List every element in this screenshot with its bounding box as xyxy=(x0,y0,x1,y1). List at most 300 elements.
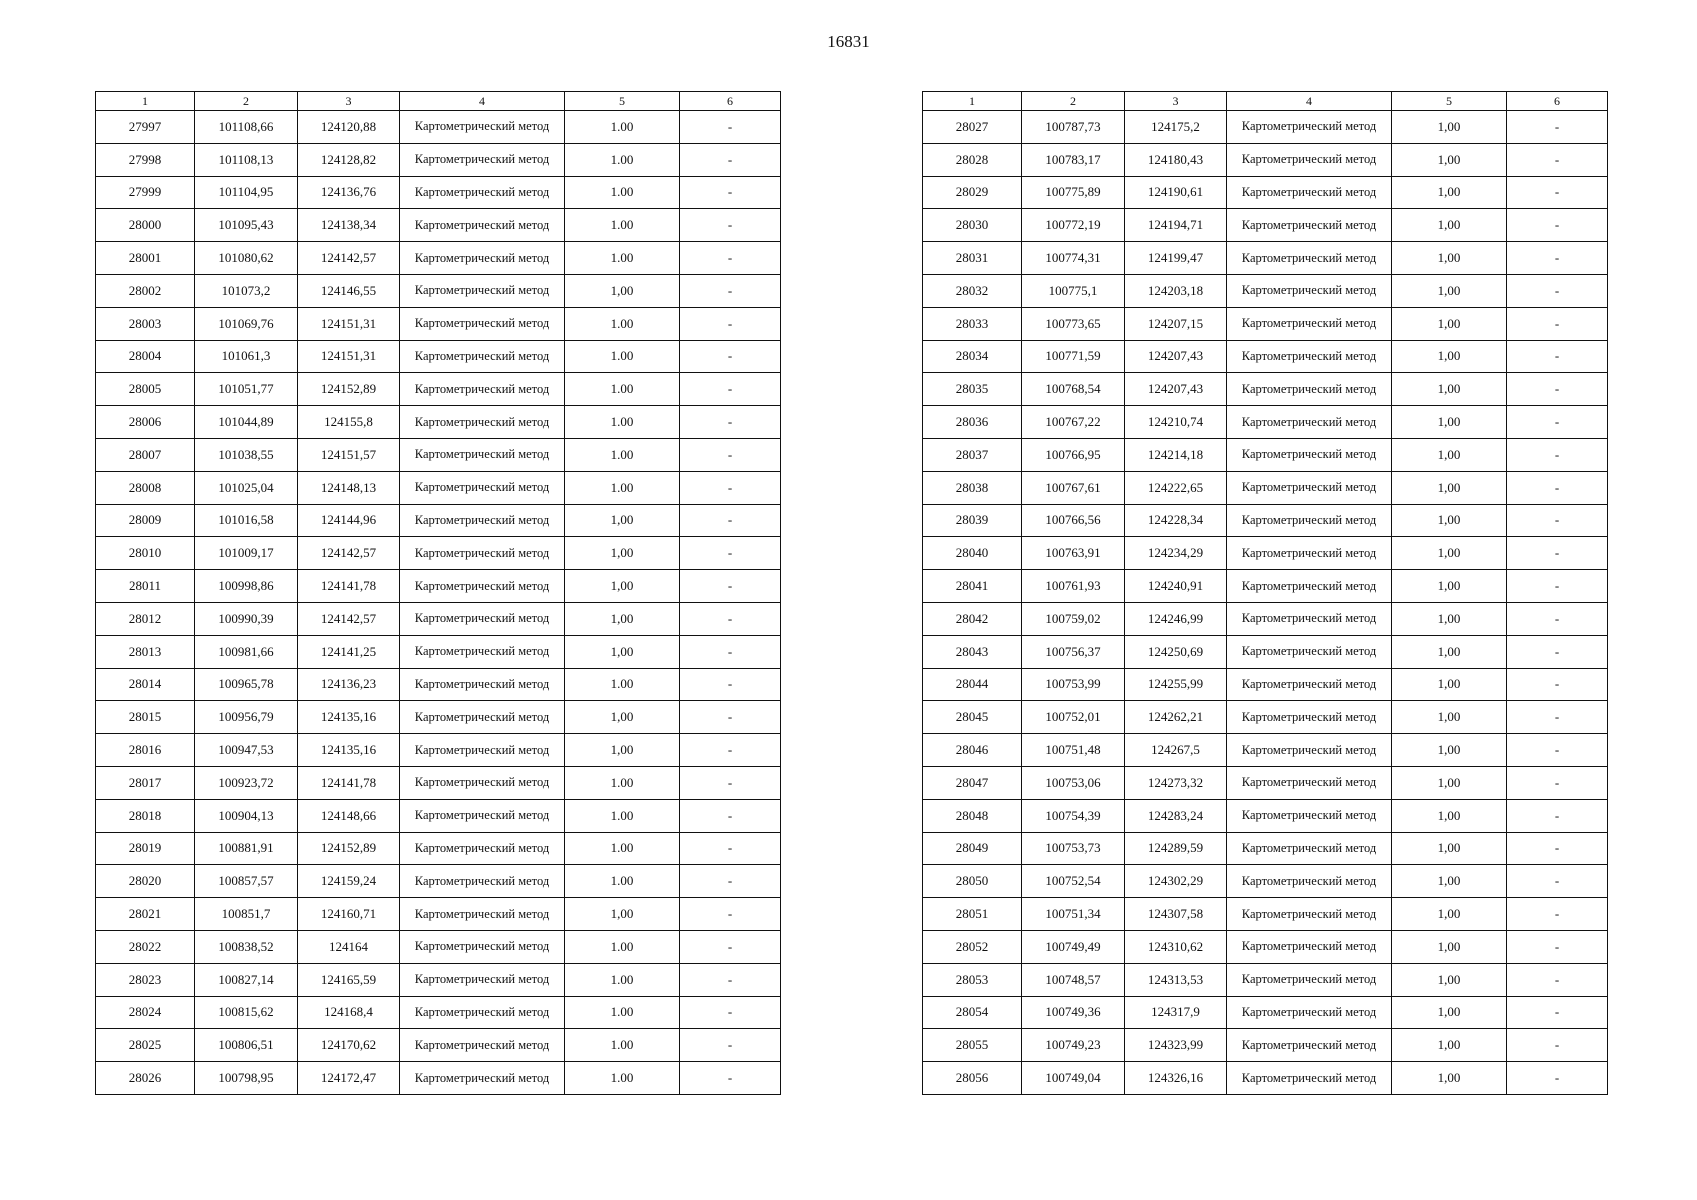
accuracy-cell: 1.00 xyxy=(565,406,680,439)
note-cell: - xyxy=(1507,504,1608,537)
note-cell: - xyxy=(680,766,781,799)
y-coordinate-cell: 124151,31 xyxy=(298,307,400,340)
method-cell: Картометрический метод xyxy=(1227,832,1392,865)
method-cell: Картометрический метод xyxy=(400,373,565,406)
y-coordinate-cell: 124194,71 xyxy=(1125,209,1227,242)
y-coordinate-cell: 124151,57 xyxy=(298,438,400,471)
table-row xyxy=(96,373,781,406)
note-cell: - xyxy=(680,701,781,734)
accuracy-cell: 1.00 xyxy=(565,930,680,963)
accuracy-cell: 1,00 xyxy=(1392,111,1507,144)
table-row xyxy=(923,504,1608,537)
point-number-cell: 28008 xyxy=(96,471,195,504)
accuracy-cell: 1.00 xyxy=(565,307,680,340)
table-row xyxy=(96,963,781,996)
x-coordinate-cell: 100748,57 xyxy=(1022,963,1125,996)
table-row xyxy=(923,111,1608,144)
table-row xyxy=(96,996,781,1029)
point-number-cell: 28004 xyxy=(96,340,195,373)
y-coordinate-cell: 124135,16 xyxy=(298,734,400,767)
accuracy-cell: 1.00 xyxy=(565,996,680,1029)
x-coordinate-cell: 101038,55 xyxy=(195,438,298,471)
y-coordinate-cell: 124172,47 xyxy=(298,1062,400,1095)
point-number-cell: 28049 xyxy=(923,832,1022,865)
y-coordinate-cell: 124228,34 xyxy=(1125,504,1227,537)
note-cell: - xyxy=(1507,570,1608,603)
table-row xyxy=(96,570,781,603)
method-cell: Картометрический метод xyxy=(1227,898,1392,931)
y-coordinate-cell: 124307,58 xyxy=(1125,898,1227,931)
column-header: 1 xyxy=(96,92,195,111)
table-row xyxy=(96,471,781,504)
point-number-cell: 28046 xyxy=(923,734,1022,767)
note-cell: - xyxy=(1507,635,1608,668)
note-cell: - xyxy=(1507,734,1608,767)
method-cell: Картометрический метод xyxy=(400,209,565,242)
point-number-cell: 28020 xyxy=(96,865,195,898)
note-cell: - xyxy=(680,1062,781,1095)
x-coordinate-cell: 100752,54 xyxy=(1022,865,1125,898)
method-cell: Картометрический метод xyxy=(1227,373,1392,406)
accuracy-cell: 1.00 xyxy=(565,766,680,799)
accuracy-cell: 1,00 xyxy=(1392,799,1507,832)
y-coordinate-cell: 124120,88 xyxy=(298,111,400,144)
note-cell: - xyxy=(1507,766,1608,799)
note-cell: - xyxy=(680,996,781,1029)
accuracy-cell: 1,00 xyxy=(1392,406,1507,439)
column-header: 4 xyxy=(400,92,565,111)
x-coordinate-cell: 100773,65 xyxy=(1022,307,1125,340)
table-row xyxy=(96,406,781,439)
point-number-cell: 28003 xyxy=(96,307,195,340)
accuracy-cell: 1.00 xyxy=(565,1029,680,1062)
point-number-cell: 28039 xyxy=(923,504,1022,537)
table-row xyxy=(923,668,1608,701)
note-cell: - xyxy=(1507,865,1608,898)
note-cell: - xyxy=(1507,438,1608,471)
note-cell: - xyxy=(1507,307,1608,340)
table-row xyxy=(96,537,781,570)
point-number-cell: 28053 xyxy=(923,963,1022,996)
method-cell: Картометрический метод xyxy=(400,438,565,471)
point-number-cell: 28031 xyxy=(923,242,1022,275)
point-number-cell: 28016 xyxy=(96,734,195,767)
method-cell: Картометрический метод xyxy=(400,701,565,734)
note-cell: - xyxy=(1507,668,1608,701)
point-number-cell: 28011 xyxy=(96,570,195,603)
y-coordinate-cell: 124164 xyxy=(298,930,400,963)
table-row xyxy=(96,766,781,799)
accuracy-cell: 1,00 xyxy=(1392,832,1507,865)
point-number-cell: 28055 xyxy=(923,1029,1022,1062)
point-number-cell: 28034 xyxy=(923,340,1022,373)
method-cell: Картометрический метод xyxy=(400,898,565,931)
note-cell: - xyxy=(680,209,781,242)
x-coordinate-cell: 101108,13 xyxy=(195,143,298,176)
accuracy-cell: 1,00 xyxy=(1392,504,1507,537)
accuracy-cell: 1,00 xyxy=(1392,340,1507,373)
accuracy-cell: 1.00 xyxy=(565,111,680,144)
table-row xyxy=(923,307,1608,340)
table-row xyxy=(923,832,1608,865)
point-number-cell: 28050 xyxy=(923,865,1022,898)
method-cell: Картометрический метод xyxy=(400,930,565,963)
note-cell: - xyxy=(680,340,781,373)
accuracy-cell: 1,00 xyxy=(1392,898,1507,931)
note-cell: - xyxy=(1507,406,1608,439)
note-cell: - xyxy=(1507,176,1608,209)
accuracy-cell: 1.00 xyxy=(565,1062,680,1095)
y-coordinate-cell: 124141,78 xyxy=(298,766,400,799)
table-row xyxy=(96,307,781,340)
accuracy-cell: 1.00 xyxy=(565,143,680,176)
table-row xyxy=(923,438,1608,471)
method-cell: Картометрический метод xyxy=(400,143,565,176)
y-coordinate-cell: 124138,34 xyxy=(298,209,400,242)
point-number-cell: 28015 xyxy=(96,701,195,734)
method-cell: Картометрический метод xyxy=(400,963,565,996)
column-header: 2 xyxy=(195,92,298,111)
method-cell: Картометрический метод xyxy=(400,340,565,373)
y-coordinate-cell: 124168,4 xyxy=(298,996,400,1029)
note-cell: - xyxy=(680,832,781,865)
accuracy-cell: 1,00 xyxy=(565,602,680,635)
y-coordinate-cell: 124128,82 xyxy=(298,143,400,176)
note-cell: - xyxy=(680,143,781,176)
x-coordinate-cell: 101025,04 xyxy=(195,471,298,504)
coordinates-table-right xyxy=(922,91,1608,1095)
note-cell: - xyxy=(1507,963,1608,996)
method-cell: Картометрический метод xyxy=(1227,1029,1392,1062)
method-cell: Картометрический метод xyxy=(400,832,565,865)
x-coordinate-cell: 100783,17 xyxy=(1022,143,1125,176)
x-coordinate-cell: 100768,54 xyxy=(1022,373,1125,406)
accuracy-cell: 1,00 xyxy=(1392,766,1507,799)
x-coordinate-cell: 100775,89 xyxy=(1022,176,1125,209)
method-cell: Картометрический метод xyxy=(1227,701,1392,734)
point-number-cell: 28040 xyxy=(923,537,1022,570)
accuracy-cell: 1,00 xyxy=(1392,996,1507,1029)
x-coordinate-cell: 100815,62 xyxy=(195,996,298,1029)
table-row xyxy=(923,209,1608,242)
accuracy-cell: 1,00 xyxy=(1392,570,1507,603)
x-coordinate-cell: 101009,17 xyxy=(195,537,298,570)
x-coordinate-cell: 101051,77 xyxy=(195,373,298,406)
x-coordinate-cell: 100767,61 xyxy=(1022,471,1125,504)
method-cell: Картометрический метод xyxy=(400,471,565,504)
x-coordinate-cell: 100771,59 xyxy=(1022,340,1125,373)
accuracy-cell: 1.00 xyxy=(565,668,680,701)
x-coordinate-cell: 100763,91 xyxy=(1022,537,1125,570)
method-cell: Картометрический метод xyxy=(1227,438,1392,471)
note-cell: - xyxy=(1507,996,1608,1029)
point-number-cell: 28054 xyxy=(923,996,1022,1029)
note-cell: - xyxy=(680,438,781,471)
x-coordinate-cell: 100766,95 xyxy=(1022,438,1125,471)
x-coordinate-cell: 100923,72 xyxy=(195,766,298,799)
table-row xyxy=(923,799,1608,832)
x-coordinate-cell: 100904,13 xyxy=(195,799,298,832)
y-coordinate-cell: 124148,13 xyxy=(298,471,400,504)
table-row xyxy=(96,274,781,307)
accuracy-cell: 1.00 xyxy=(565,373,680,406)
y-coordinate-cell: 124210,74 xyxy=(1125,406,1227,439)
point-number-cell: 28007 xyxy=(96,438,195,471)
point-number-cell: 28032 xyxy=(923,274,1022,307)
y-coordinate-cell: 124214,18 xyxy=(1125,438,1227,471)
x-coordinate-cell: 100756,37 xyxy=(1022,635,1125,668)
method-cell: Картометрический метод xyxy=(400,406,565,439)
accuracy-cell: 1.00 xyxy=(565,438,680,471)
table-row xyxy=(923,1029,1608,1062)
y-coordinate-cell: 124246,99 xyxy=(1125,602,1227,635)
table-row xyxy=(923,176,1608,209)
y-coordinate-cell: 124155,8 xyxy=(298,406,400,439)
method-cell: Картометрический метод xyxy=(1227,274,1392,307)
note-cell: - xyxy=(680,471,781,504)
method-cell: Картометрический метод xyxy=(1227,143,1392,176)
table-row xyxy=(923,471,1608,504)
note-cell: - xyxy=(680,963,781,996)
y-coordinate-cell: 124142,57 xyxy=(298,602,400,635)
y-coordinate-cell: 124273,32 xyxy=(1125,766,1227,799)
y-coordinate-cell: 124199,47 xyxy=(1125,242,1227,275)
y-coordinate-cell: 124222,65 xyxy=(1125,471,1227,504)
method-cell: Картометрический метод xyxy=(1227,734,1392,767)
table-row xyxy=(923,274,1608,307)
point-number-cell: 27999 xyxy=(96,176,195,209)
y-coordinate-cell: 124207,43 xyxy=(1125,373,1227,406)
note-cell: - xyxy=(1507,537,1608,570)
x-coordinate-cell: 100754,39 xyxy=(1022,799,1125,832)
method-cell: Картометрический метод xyxy=(400,242,565,275)
x-coordinate-cell: 100749,49 xyxy=(1022,930,1125,963)
x-coordinate-cell: 100749,04 xyxy=(1022,1062,1125,1095)
table-row xyxy=(923,963,1608,996)
x-coordinate-cell: 100753,99 xyxy=(1022,668,1125,701)
y-coordinate-cell: 124262,21 xyxy=(1125,701,1227,734)
method-cell: Картометрический метод xyxy=(400,734,565,767)
method-cell: Картометрический метод xyxy=(400,766,565,799)
method-cell: Картометрический метод xyxy=(1227,930,1392,963)
point-number-cell: 28037 xyxy=(923,438,1022,471)
y-coordinate-cell: 124142,57 xyxy=(298,242,400,275)
accuracy-cell: 1.00 xyxy=(565,471,680,504)
method-cell: Картометрический метод xyxy=(400,504,565,537)
method-cell: Картометрический метод xyxy=(400,274,565,307)
table-row xyxy=(923,1062,1608,1095)
x-coordinate-cell: 101073,2 xyxy=(195,274,298,307)
note-cell: - xyxy=(680,1029,781,1062)
table-row xyxy=(96,143,781,176)
method-cell: Картометрический метод xyxy=(1227,1062,1392,1095)
table-row xyxy=(923,143,1608,176)
point-number-cell: 28005 xyxy=(96,373,195,406)
point-number-cell: 28033 xyxy=(923,307,1022,340)
point-number-cell: 28026 xyxy=(96,1062,195,1095)
accuracy-cell: 1.00 xyxy=(565,865,680,898)
column-header: 2 xyxy=(1022,92,1125,111)
y-coordinate-cell: 124170,62 xyxy=(298,1029,400,1062)
method-cell: Картометрический метод xyxy=(1227,537,1392,570)
y-coordinate-cell: 124323,99 xyxy=(1125,1029,1227,1062)
point-number-cell: 28028 xyxy=(923,143,1022,176)
accuracy-cell: 1,00 xyxy=(1392,176,1507,209)
point-number-cell: 28018 xyxy=(96,799,195,832)
y-coordinate-cell: 124240,91 xyxy=(1125,570,1227,603)
accuracy-cell: 1,00 xyxy=(1392,537,1507,570)
y-coordinate-cell: 124289,59 xyxy=(1125,832,1227,865)
point-number-cell: 28029 xyxy=(923,176,1022,209)
method-cell: Картометрический метод xyxy=(1227,111,1392,144)
x-coordinate-cell: 100787,73 xyxy=(1022,111,1125,144)
x-coordinate-cell: 100759,02 xyxy=(1022,602,1125,635)
table-row xyxy=(923,406,1608,439)
x-coordinate-cell: 100749,36 xyxy=(1022,996,1125,1029)
x-coordinate-cell: 101061,3 xyxy=(195,340,298,373)
accuracy-cell: 1,00 xyxy=(1392,209,1507,242)
x-coordinate-cell: 100956,79 xyxy=(195,701,298,734)
column-header: 3 xyxy=(1125,92,1227,111)
x-coordinate-cell: 100753,73 xyxy=(1022,832,1125,865)
x-coordinate-cell: 100857,57 xyxy=(195,865,298,898)
x-coordinate-cell: 101104,95 xyxy=(195,176,298,209)
table-row xyxy=(923,766,1608,799)
table-row xyxy=(923,996,1608,1029)
y-coordinate-cell: 124326,16 xyxy=(1125,1062,1227,1095)
note-cell: - xyxy=(680,799,781,832)
point-number-cell: 28000 xyxy=(96,209,195,242)
x-coordinate-cell: 101108,66 xyxy=(195,111,298,144)
x-coordinate-cell: 100752,01 xyxy=(1022,701,1125,734)
method-cell: Картометрический метод xyxy=(1227,307,1392,340)
point-number-cell: 28024 xyxy=(96,996,195,1029)
y-coordinate-cell: 124310,62 xyxy=(1125,930,1227,963)
method-cell: Картометрический метод xyxy=(1227,668,1392,701)
note-cell: - xyxy=(1507,799,1608,832)
x-coordinate-cell: 100851,7 xyxy=(195,898,298,931)
y-coordinate-cell: 124317,9 xyxy=(1125,996,1227,1029)
table-row xyxy=(96,865,781,898)
note-cell: - xyxy=(1507,832,1608,865)
y-coordinate-cell: 124313,53 xyxy=(1125,963,1227,996)
method-cell: Картометрический метод xyxy=(1227,996,1392,1029)
note-cell: - xyxy=(680,734,781,767)
x-coordinate-cell: 100751,48 xyxy=(1022,734,1125,767)
note-cell: - xyxy=(680,504,781,537)
accuracy-cell: 1,00 xyxy=(1392,930,1507,963)
table-header-row xyxy=(923,92,1608,111)
note-cell: - xyxy=(1507,143,1608,176)
x-coordinate-cell: 100965,78 xyxy=(195,668,298,701)
accuracy-cell: 1,00 xyxy=(565,274,680,307)
table-row xyxy=(923,865,1608,898)
note-cell: - xyxy=(680,307,781,340)
point-number-cell: 28002 xyxy=(96,274,195,307)
table-row xyxy=(923,537,1608,570)
point-number-cell: 28021 xyxy=(96,898,195,931)
point-number-cell: 28019 xyxy=(96,832,195,865)
point-number-cell: 28044 xyxy=(923,668,1022,701)
note-cell: - xyxy=(680,406,781,439)
method-cell: Картометрический метод xyxy=(400,668,565,701)
x-coordinate-cell: 100981,66 xyxy=(195,635,298,668)
y-coordinate-cell: 124283,24 xyxy=(1125,799,1227,832)
method-cell: Картометрический метод xyxy=(1227,963,1392,996)
table-row xyxy=(923,242,1608,275)
y-coordinate-cell: 124151,31 xyxy=(298,340,400,373)
method-cell: Картометрический метод xyxy=(400,307,565,340)
note-cell: - xyxy=(680,111,781,144)
accuracy-cell: 1.00 xyxy=(565,340,680,373)
note-cell: - xyxy=(1507,340,1608,373)
note-cell: - xyxy=(1507,898,1608,931)
accuracy-cell: 1,00 xyxy=(565,898,680,931)
x-coordinate-cell: 101016,58 xyxy=(195,504,298,537)
point-number-cell: 28013 xyxy=(96,635,195,668)
accuracy-cell: 1,00 xyxy=(1392,307,1507,340)
note-cell: - xyxy=(680,537,781,570)
accuracy-cell: 1,00 xyxy=(565,504,680,537)
note-cell: - xyxy=(1507,209,1608,242)
table-row xyxy=(96,668,781,701)
note-cell: - xyxy=(1507,471,1608,504)
y-coordinate-cell: 124152,89 xyxy=(298,373,400,406)
x-coordinate-cell: 100775,1 xyxy=(1022,274,1125,307)
method-cell: Картометрический метод xyxy=(400,1029,565,1062)
table-row xyxy=(96,504,781,537)
accuracy-cell: 1,00 xyxy=(1392,734,1507,767)
y-coordinate-cell: 124250,69 xyxy=(1125,635,1227,668)
point-number-cell: 28009 xyxy=(96,504,195,537)
accuracy-cell: 1,00 xyxy=(565,570,680,603)
accuracy-cell: 1,00 xyxy=(1392,242,1507,275)
coordinates-table-left xyxy=(95,91,781,1095)
point-number-cell: 28027 xyxy=(923,111,1022,144)
table-row xyxy=(923,898,1608,931)
method-cell: Картометрический метод xyxy=(400,176,565,209)
accuracy-cell: 1,00 xyxy=(1392,963,1507,996)
accuracy-cell: 1,00 xyxy=(1392,373,1507,406)
point-number-cell: 28036 xyxy=(923,406,1022,439)
table-row xyxy=(96,930,781,963)
accuracy-cell: 1,00 xyxy=(1392,274,1507,307)
note-cell: - xyxy=(1507,111,1608,144)
table-row xyxy=(96,209,781,242)
note-cell: - xyxy=(1507,701,1608,734)
column-header: 6 xyxy=(680,92,781,111)
table-row xyxy=(96,832,781,865)
x-coordinate-cell: 100990,39 xyxy=(195,602,298,635)
y-coordinate-cell: 124152,89 xyxy=(298,832,400,865)
note-cell: - xyxy=(680,274,781,307)
table-row xyxy=(923,930,1608,963)
table-header-row xyxy=(96,92,781,111)
point-number-cell: 28023 xyxy=(96,963,195,996)
x-coordinate-cell: 100947,53 xyxy=(195,734,298,767)
y-coordinate-cell: 124203,18 xyxy=(1125,274,1227,307)
point-number-cell: 28012 xyxy=(96,602,195,635)
note-cell: - xyxy=(1507,1029,1608,1062)
y-coordinate-cell: 124142,57 xyxy=(298,537,400,570)
x-coordinate-cell: 100749,23 xyxy=(1022,1029,1125,1062)
x-coordinate-cell: 100798,95 xyxy=(195,1062,298,1095)
accuracy-cell: 1,00 xyxy=(1392,1029,1507,1062)
point-number-cell: 28056 xyxy=(923,1062,1022,1095)
table-row xyxy=(96,701,781,734)
y-coordinate-cell: 124146,55 xyxy=(298,274,400,307)
table-row xyxy=(96,734,781,767)
